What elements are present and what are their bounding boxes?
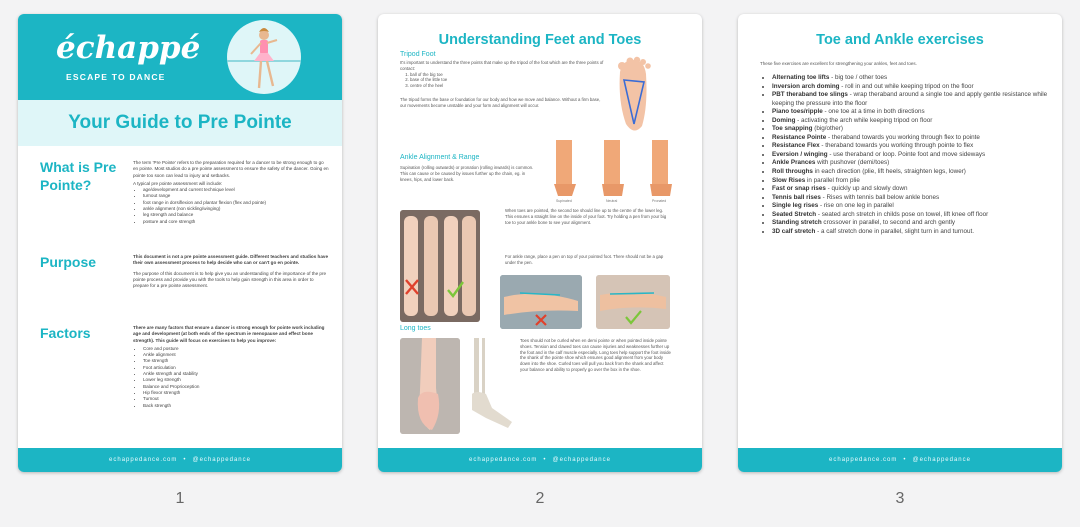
page-number-1[interactable]: 1 bbox=[175, 490, 185, 507]
pointed-feet-photo bbox=[400, 210, 480, 322]
list-item: • leg strength and balance bbox=[143, 212, 329, 218]
what-list-intro: A typical pre pointe assessment will include: bbox=[133, 180, 223, 186]
page-footer bbox=[18, 448, 342, 472]
list-item: • PBT theraband toe slings - wrap theraband around a single toe and apply gentle resistance while keeping the pressure into the floor bbox=[772, 91, 1054, 108]
brand-logo: échappé bbox=[56, 30, 201, 66]
list-item: • Ankle Prances with pushover (demi/toes) bbox=[772, 159, 1054, 168]
list-item: • posture and core strength bbox=[143, 219, 329, 225]
what-paragraph: The term 'Pre Pointe' refers to the preparation required for a dancer to be strong enough to go en pointe. Most studios do a pre pointe assessment to ensure the safety of the dancer. Going en pointe too soon can lead to injury and setbacks. bbox=[133, 160, 329, 178]
factors-text-block bbox=[133, 325, 329, 409]
footer-separator: • bbox=[903, 457, 907, 463]
purpose-paragraph-2: The purpose of this document is to help give you an understanding of the importance of the pre pointe process and provide you with the tools to help gain strength in this area in order to prepare for a pre pointe assessment. bbox=[133, 270, 327, 289]
tripod-paragraph: It's important to understand the three points that make up the tripod of the foot which are the three points of contact: bbox=[400, 60, 604, 71]
ankle-paragraph: Supination (rolling outwards) or pronation (rolling inwards) is common. This can cause or be caused by issues further up the chain, eg. in knees, hips, and lower back. bbox=[400, 165, 534, 182]
list-item: • Eversion / winging - use theraband or loop. Pointe foot and move sideways bbox=[772, 151, 1054, 160]
list-item: • Tennis ball rises - Rises with tennis ball below ankle bones bbox=[772, 194, 1054, 203]
pointe-shoe-photo bbox=[400, 338, 460, 434]
footer-site: echappedance.com bbox=[109, 457, 178, 463]
list-item: • foot range in dorsiflexion and plantar flexion (flex and pointe) bbox=[143, 200, 329, 206]
factors-paragraph: There are many factors that ensure a dancer is strong enough for pointe work including age and development (at both ends of the spectrum ie menopause and effect bone strength). This guide will focus on exercises to help you improve: bbox=[133, 325, 325, 343]
page-title: Understanding Feet and Toes bbox=[438, 32, 642, 48]
section-heading-purpose: Purpose bbox=[40, 254, 97, 270]
what-text-block bbox=[133, 160, 329, 225]
footer-handle: @echappedance bbox=[912, 457, 971, 463]
brand-tagline: ESCAPE TO DANCE bbox=[66, 72, 166, 82]
list-item: • Foot articulation bbox=[143, 365, 329, 371]
foot-caption: Neutral bbox=[606, 199, 618, 203]
list-item: • Ankle strength and stability bbox=[143, 371, 329, 377]
document-title: Your Guide to Pre Pointe bbox=[68, 112, 292, 133]
list-item: • turnout range bbox=[143, 193, 329, 199]
list-item: • Turnout bbox=[143, 396, 329, 402]
list-item: • Hip flexor strength bbox=[143, 390, 329, 396]
footer-handle: @echappedance bbox=[552, 457, 611, 463]
longtoes-paragraph: Toes should not be curled when en demi pointe or when pointed inside pointe shoes. Tension and clawed toes can cause injuries and weaknesses further up the foot and in the calf muscle especially. Long toes help support the foot inside the shank of the pointe shoe which ensures good alignment from your body down into the shoe. Curled toes will pull you back from the shank and affect your balance and ability to properly go over the box in the shoe. bbox=[520, 338, 671, 372]
title-band bbox=[18, 100, 342, 146]
subheading-tripod: Tripod Foot bbox=[400, 51, 436, 58]
list-item: • Resistance Pointe - theraband towards you working through flex to pointe bbox=[772, 134, 1054, 143]
list-item: • Piano toes/ripple - one toe at a time in both directions bbox=[772, 108, 1054, 117]
subheading-ankle: Ankle Alignment & Range bbox=[400, 154, 480, 161]
list-item: • Back strength bbox=[143, 403, 329, 409]
list-item: • Slow Rises in parallel from plie bbox=[772, 177, 1054, 186]
exercise-list bbox=[760, 74, 1054, 236]
ankle-alignment-image bbox=[546, 136, 688, 206]
list-item: • Standing stretch crossover in parallel, to second and arch gently bbox=[772, 219, 1054, 228]
foot-caption: Pronated bbox=[652, 199, 667, 203]
header-banner bbox=[18, 14, 342, 100]
list-item: • Resistance Flex - theraband towards you working through pointe to flex bbox=[772, 142, 1054, 151]
foot-caption: Supinated bbox=[556, 199, 572, 203]
list-item: • 3D calf stretch - a calf stretch done in parallel, slight turn in and turnout. bbox=[772, 228, 1054, 237]
page-number-3[interactable]: 3 bbox=[895, 490, 905, 507]
tripod-paragraph-2: The tripod forms the base or foundation for our body and how we move and balance. Without a firm base, our movements become unstable and your form and alignment will occur. bbox=[400, 96, 601, 108]
ankle-range-photo-good bbox=[596, 275, 670, 329]
ankle-range-photo-bad bbox=[500, 275, 582, 329]
subheading-longtoes: Long toes bbox=[400, 325, 431, 332]
list-item: 3. centre of the heel bbox=[410, 83, 606, 89]
list-item: • Single leg rises - rise on one leg in parallel bbox=[772, 202, 1054, 211]
footer-handle: @echappedance bbox=[192, 457, 251, 463]
tripod-text bbox=[400, 60, 606, 109]
footer-separator: • bbox=[543, 457, 547, 463]
list-item: • Roll throughs in each direction (plie, lift heels, straighten legs, lower) bbox=[772, 168, 1054, 177]
page-footer bbox=[378, 448, 702, 472]
purpose-paragraph: This document is not a pre pointe assessment guide. Different teachers and studios have their own assessment process to help decide who can or can't go en pointe. bbox=[133, 254, 329, 266]
list-item: • Seated Stretch - seated arch stretch in childs pose on towel, lift knee off floor bbox=[772, 211, 1054, 220]
page-number-2[interactable]: 2 bbox=[535, 490, 545, 507]
list-item: • Lower leg strength bbox=[143, 377, 329, 383]
section-heading-factors: Factors bbox=[40, 325, 91, 341]
list-item: • age/development and current technique level bbox=[143, 187, 329, 193]
page-thumbnail-3[interactable] bbox=[738, 14, 1062, 472]
foot-sole-image bbox=[612, 54, 656, 136]
list-item: 1. ball of the big toe bbox=[410, 72, 606, 78]
list-item: • Inversion arch doming - roll in and out while keeping tripod on the floor bbox=[772, 83, 1054, 92]
list-item: • Core and posture bbox=[143, 346, 329, 352]
foot-skeleton-image bbox=[464, 338, 516, 434]
list-item: • Toe snapping (big/other) bbox=[772, 125, 1054, 134]
range-paragraph: For ankle range, place a pen on top of your pointed foot. There should not be a gap under the pen. bbox=[505, 254, 664, 265]
page-title: Toe and Ankle exercises bbox=[816, 32, 984, 48]
list-item: • Fast or snap rises - quickly up and slowly down bbox=[772, 185, 1054, 194]
list-item: • Alternating toe lifts - big toe / other toes bbox=[772, 74, 1054, 83]
footer-site: echappedance.com bbox=[469, 457, 538, 463]
section-heading-what: What is Pre Pointe? bbox=[40, 159, 117, 193]
list-item: • Balance and Proprioception bbox=[143, 384, 329, 390]
dancer-illustration bbox=[227, 20, 301, 94]
purpose-text-block bbox=[133, 254, 329, 291]
intro-text: These five exercises are excellent for strengthening your ankles, feet and toes. bbox=[760, 61, 917, 66]
page-thumbnail-2[interactable] bbox=[378, 14, 702, 472]
footer-separator: • bbox=[183, 457, 187, 463]
list-item: • ankle alignment (non sickling/winging) bbox=[143, 206, 329, 212]
pointe-paragraph: When toes are pointed, the second toe should line up to the centre of the lower leg. This ensures a straight line on the inside of your foot. Try holding a pen from your big toe to your ankle bone to see your alignment. bbox=[505, 208, 667, 225]
page-footer bbox=[738, 448, 1062, 472]
list-item: • Doming - activating the arch while keeping tripod on floor bbox=[772, 117, 1054, 126]
list-item: • Toe strength bbox=[143, 358, 329, 364]
list-item: • Ankle alignment bbox=[143, 352, 329, 358]
list-item: 2. base of the little toe bbox=[410, 77, 606, 83]
page-thumbnail-1[interactable] bbox=[18, 14, 342, 472]
footer-site: echappedance.com bbox=[829, 457, 898, 463]
